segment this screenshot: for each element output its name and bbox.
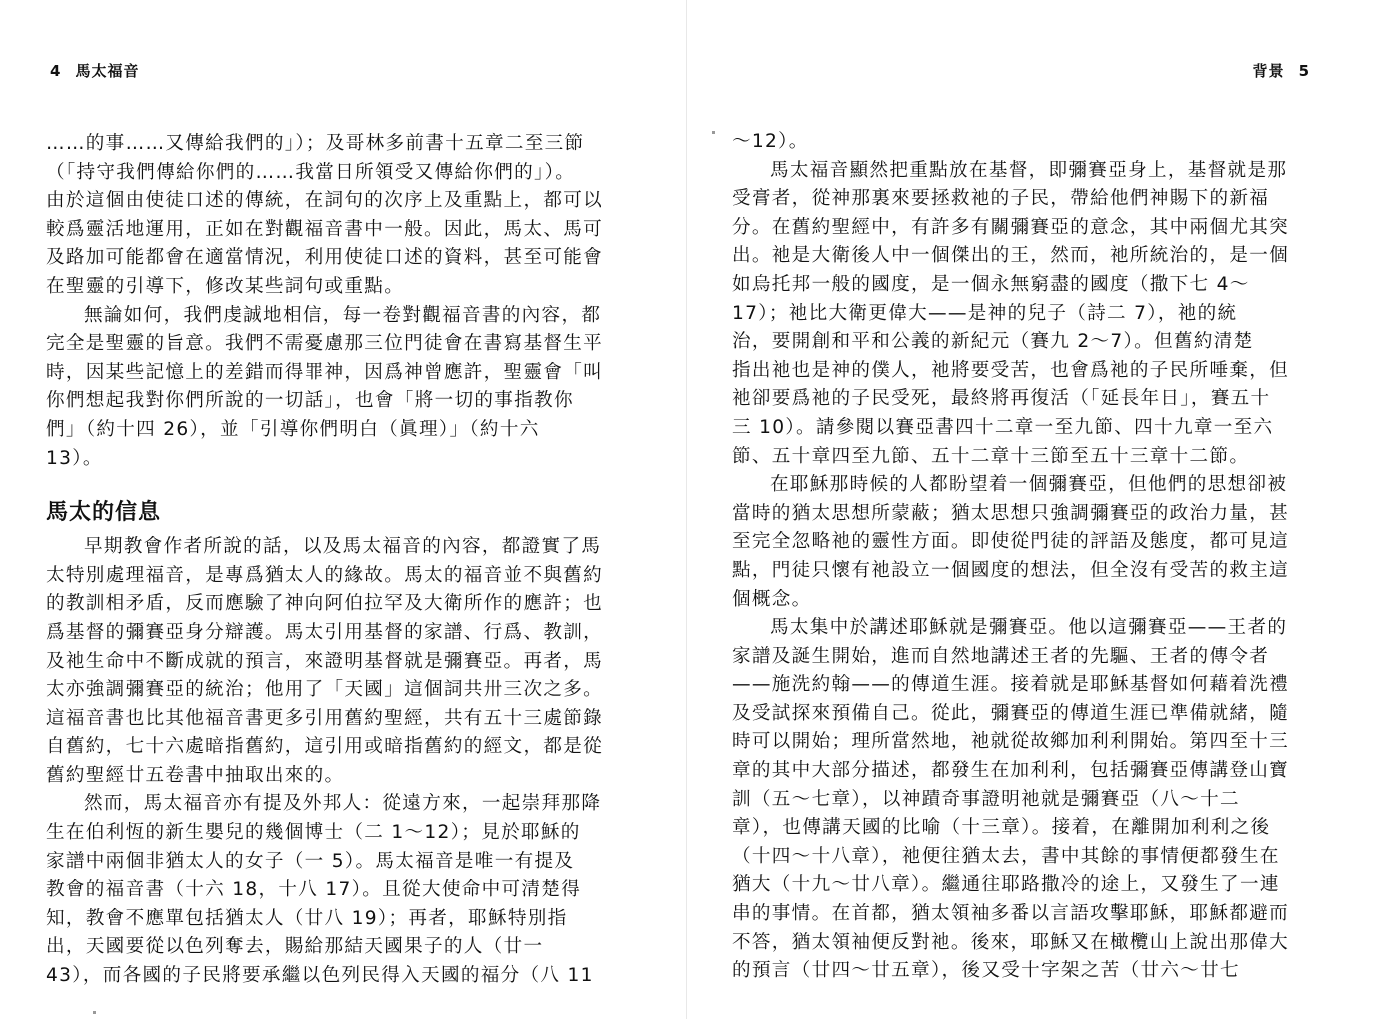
text-line: 如烏托邦一般的國度，是一個永無窮盡的國度（撒下七 4～ [732, 273, 1250, 295]
text-line: 早期教會作者所說的話，以及馬太福音的內容，都證實了馬 [84, 536, 602, 558]
text-line: （十四～十八章），祂便往猶太去，書中其餘的事情便都發生在 [732, 845, 1280, 867]
text-line: 及祂生命中不斷成就的預言，來證明基督就是彌賽亞。再者，馬 [46, 650, 604, 672]
text-line: 受膏者，從神那裏來要拯救祂的子民，帶給他們神賜下的新福 [732, 188, 1270, 210]
paragraph [732, 128, 1322, 157]
text-line: 這福音書也比其他福音書更多引用舊約聖經，共有五十三處節錄 [46, 707, 604, 729]
text-line: （「持守我們傳給你們的……我當日所領受又傳給你們的」）。 [46, 161, 576, 183]
running-title: 馬太福音 [75, 62, 140, 80]
text-line: 時，因某些記憶上的差錯而得罪神，因爲神曾應許，聖靈會「叫 [46, 361, 604, 383]
page-number: 5 [1298, 62, 1310, 80]
text-line: 家譜中兩個非猶太人的女子（一 5）。馬太福音是唯一有提及 [46, 850, 575, 872]
text-line: 的教訓相矛盾，反而應驗了神向阿伯拉罕及大衛所作的應許；也 [46, 593, 604, 615]
text-line: 個概念。 [732, 588, 812, 610]
text-line: 治，要開創和平和公義的新紀元（賽九 2～7）。但舊約清楚 [732, 331, 1254, 353]
text-line: 由於這個由使徒口述的傳統，在詞句的次序上及重點上，都可以 [46, 190, 604, 212]
text-line: 章的其中大部分描述，都發生在加利利，包括彌賽亞傳講登山寶 [732, 760, 1290, 782]
paragraph [46, 790, 636, 990]
text-line: 訓（五～七章），以神蹟奇事證明祂就是彌賽亞（八～十二 [732, 788, 1240, 810]
text-line: 猶大（十九～廿八章）。繼通往耶路撒冷的途上，又發生了一連 [732, 874, 1280, 896]
section-heading: 馬太的信息 [46, 500, 162, 526]
text-line: 馬太福音顯然把重點放在基督，即彌賽亞身上，基督就是那 [770, 159, 1288, 181]
text-line: ——施洗約翰——的傳道生涯。接着就是耶穌基督如何藉着洗禮 [732, 674, 1290, 696]
paragraph [46, 302, 636, 474]
text-line: 在聖靈的引導下，修改某些詞句或重點。 [46, 275, 405, 297]
text-line: 出，天國要從以色列奪去，賜給那結天國果子的人（廿一 [46, 936, 544, 958]
paragraph [732, 614, 1322, 986]
text-line: 們」（約十四 26），並「引導你們明白（眞理）」（約十六 [46, 418, 540, 440]
text-line: 節、五十章四至九節、五十二章十三節至五十三章十二節。 [732, 445, 1250, 467]
text-line: 及受試探來預備自己。從此，彌賽亞的傳道生涯已準備就緒，隨 [732, 702, 1290, 724]
text-line: 知，教會不應單包括猶太人（廿八 19）；再者，耶穌特別指 [46, 907, 568, 929]
text-line: 13）。 [46, 447, 103, 469]
text-line: 出。祂是大衛後人中一個傑出的王，然而，祂所統治的，是一個 [732, 245, 1290, 267]
text-line: 舊約聖經廿五卷書中抽取出來的。 [46, 764, 345, 786]
text-line: 串的事情。在首都，猶太領袖多番以言語攻擊耶穌，耶穌都避而 [732, 903, 1290, 925]
text-line: 當時的猶太思想所蒙蔽；猶太思想只強調彌賽亞的政治力量，甚 [732, 502, 1290, 524]
text-line: 的預言（廿四～廿五章），後又受十字架之苦（廿六～廿七 [732, 960, 1240, 982]
text-line: 爲基督的彌賽亞身分辯護。馬太引用基督的家譜、行爲、教訓， [46, 621, 604, 643]
paragraph [46, 130, 636, 302]
text-line: 在耶穌那時候的人都盼望着一個彌賽亞，但他們的思想卻被 [770, 474, 1288, 496]
text-line: 生在伯利恆的新生嬰兒的幾個博士（二 1～12）；見於耶穌的 [46, 822, 581, 844]
text-line: 完全是聖靈的旨意。我們不需憂慮那三位門徒會在書寫基督生平 [46, 333, 604, 355]
text-line: 及路加可能都會在適當情況，利用使徒口述的資料，甚至可能會 [46, 247, 604, 269]
text-line: 43），而各國的子民將要承繼以色列民得入天國的福分（八 11 [46, 965, 594, 987]
left-page [0, 0, 690, 1019]
text-line: 馬太集中於講述耶穌就是彌賽亞。他以這彌賽亞——王者的 [770, 617, 1288, 639]
running-title: 背景 [1252, 62, 1285, 80]
text-line: 三 10）。請參閱以賽亞書四十二章一至九節、四十九章一至六 [732, 416, 1274, 438]
text-line: 較爲靈活地運用，正如在對觀福音書中一般。因此，馬太、馬可 [46, 218, 604, 240]
text-line: 章），也傳講天國的比喻（十三章）。接着，在離開加利利之後 [732, 817, 1271, 839]
paragraph [46, 533, 636, 790]
text-line: 祂卻要爲祂的子民受死，最終將再復活（「延長年日」，賽五十 [732, 388, 1271, 410]
text-line: 至完全忽略祂的靈性方面。即使從門徒的評語及態度，都可見這 [732, 531, 1290, 553]
page-number: 4 [50, 62, 62, 80]
paragraph [732, 471, 1322, 614]
text-line: 17）；祂比大衛更偉大——是神的兒子（詩二 7），祂的統 [732, 302, 1238, 324]
text-line: ～12）。 [732, 131, 809, 152]
text-line: 你們想起我對你們所說的一切話」，也會「將一切的事指教你 [46, 390, 574, 412]
left-running-head [50, 60, 139, 81]
right-body-text [732, 128, 1322, 986]
text-line: 自舊約，七十六處暗指舊約，這引用或暗指舊約的經文，都是從 [46, 736, 604, 758]
text-line: 家譜及誕生開始，進而自然地講述王者的先驅、王者的傳令者 [732, 645, 1270, 667]
text-line: 不答，猶太領袖便反對祂。後來，耶穌又在橄欖山上說出那偉大 [732, 931, 1290, 953]
text-line: 然而，馬太福音亦有提及外邦人：從遠方來，一起崇拜那降 [84, 793, 602, 815]
paragraph [732, 157, 1322, 472]
text-line: 無論如何，我們虔誠地相信，每一卷對觀福音書的內容，都 [84, 304, 602, 326]
text-line: 指出祂也是神的僕人，祂將要受苦，也會爲祂的子民所唾棄，但 [732, 359, 1290, 381]
left-body-text [46, 130, 636, 991]
right-running-head [1253, 60, 1310, 81]
text-line: 太特別處理福音，是專爲猶太人的緣故。馬太的福音並不與舊約 [46, 564, 604, 586]
text-line: ……的事……又傳給我們的」）；及哥林多前書十五章二至三節 [46, 133, 585, 154]
text-line: 點，門徒只懷有祂設立一個國度的想法，但全沒有受苦的救主這 [732, 559, 1290, 581]
text-line: 分。在舊約聖經中，有許多有關彌賽亞的意念，其中兩個尤其突 [732, 216, 1290, 238]
text-line: 時可以開始；理所當然地，祂就從故鄉加利利開始。第四至十三 [732, 731, 1290, 753]
text-line: 教會的福音書（十六 18，十八 17）。且從大使命中可清楚得 [46, 879, 582, 901]
right-page [690, 0, 1400, 1019]
text-line: 太亦強調彌賽亞的統治；他用了「天國」這個詞共卅三次之多。 [46, 679, 604, 701]
